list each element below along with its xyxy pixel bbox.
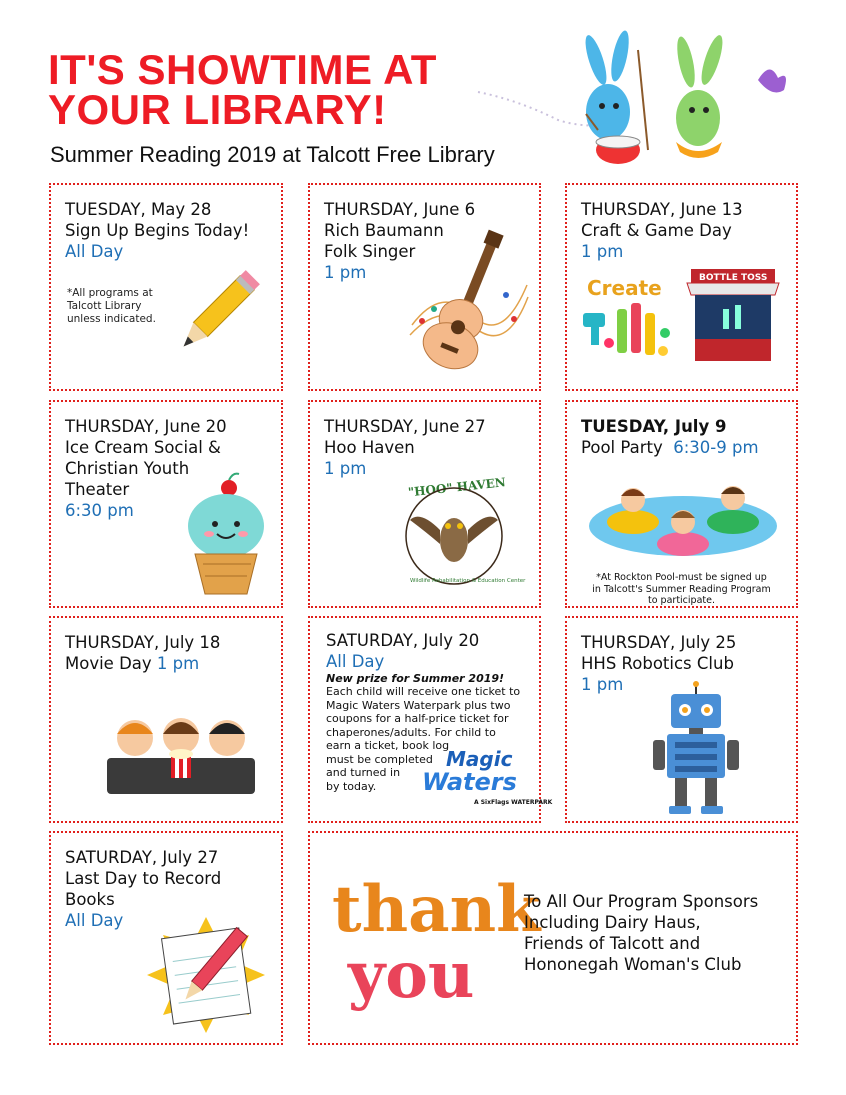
event-card-july-18: [49, 616, 283, 823]
you-text: you: [348, 938, 475, 1013]
event-card-july-20: [308, 616, 553, 823]
bunnies-drum-illustration: [478, 30, 818, 182]
event-time: 1 pm: [581, 675, 624, 694]
event-time: 1 pm: [324, 263, 367, 282]
pencil-icon: [159, 271, 259, 371]
event-day: THURSDAY, June 20: [65, 417, 227, 436]
event-time: All Day: [65, 242, 124, 261]
event-note: *All programs at Talcott Library unless indicated.: [67, 287, 156, 325]
event-time: 1 pm: [156, 654, 200, 673]
event-card-june-20: [49, 400, 283, 608]
notepad-pencil-icon: [141, 913, 271, 1037]
event-day: TUESDAY, July 9: [581, 417, 727, 436]
event-title: Hoo Haven: [324, 438, 415, 457]
logo-sixflags: A SixFlags WATERPARK: [474, 799, 553, 806]
magic-waters-logo: [418, 740, 553, 820]
thank-you-graphic: [326, 857, 541, 1017]
booth-label: BOTTLE TOSS: [699, 273, 768, 283]
event-subtitle: Christian Youth: [65, 459, 190, 478]
event-day: THURSDAY, July 18: [65, 633, 221, 652]
event-time: 1 pm: [324, 459, 367, 478]
craft-supplies-icon: [577, 273, 677, 363]
event-time: All Day: [65, 911, 124, 930]
event-card-july-27: [49, 831, 283, 1045]
event-card-may-28: [49, 183, 283, 391]
event-title: Craft & Game Day: [581, 221, 732, 240]
carnival-booth-icon: [685, 265, 781, 365]
event-subtitle: Folk Singer: [324, 242, 416, 261]
event-title: Pool Party: [581, 438, 663, 457]
event-card-july-25: [565, 616, 798, 823]
event-day: THURSDAY, June 13: [581, 200, 743, 219]
robot-icon: [651, 680, 741, 816]
event-time: 6:30 pm: [65, 501, 134, 520]
sponsor-text: To All Our Program Sponsors Including Dairy Haus, Friends of Talcott and Hononegah Woman's Club: [524, 892, 759, 974]
event-day: TUESDAY, May 28: [65, 200, 212, 219]
event-day: THURSDAY, July 25: [581, 633, 737, 652]
create-label: Create: [587, 276, 662, 300]
logo-top-text: "HOO" HAVEN: [407, 475, 507, 500]
event-time: 1 pm: [581, 242, 624, 261]
event-title: Sign Up Begins Today!: [65, 221, 250, 240]
event-title: HHS Robotics Club: [581, 654, 734, 673]
event-day: SATURDAY, July 20: [326, 631, 480, 650]
guitar-icon: [402, 225, 532, 375]
logo-ring-text: Wildlife Rehabilitation & Education Center: [410, 578, 526, 584]
ice-cream-cone-icon: [181, 468, 271, 598]
event-time: All Day: [326, 652, 385, 671]
event-subtitle-2: Theater: [65, 480, 130, 499]
event-note: *At Rockton Pool-must be signed up in Talcott's Summer Reading Program to participate.: [592, 572, 771, 606]
event-card-june-6: [308, 183, 541, 391]
event-subtitle: Books: [65, 890, 115, 909]
movie-kids-illustration: [101, 698, 261, 798]
event-day: THURSDAY, June 6: [324, 200, 476, 219]
page-title: IT'S SHOWTIME AT YOUR LIBRARY!: [48, 46, 437, 133]
event-title: Last Day to Record: [65, 869, 222, 888]
event-time: 6:30-9 pm: [673, 438, 759, 457]
sponsors-thank-you-card: [308, 831, 798, 1045]
logo-magic: Magic: [446, 747, 513, 771]
event-day: THURSDAY, June 27: [324, 417, 486, 436]
event-title: Rich Baumann: [324, 221, 444, 240]
prize-heading: New prize for Summer 2019!: [326, 672, 505, 685]
event-card-june-13: [565, 183, 798, 391]
event-day: SATURDAY, July 27: [65, 848, 219, 867]
prize-description: Each child will receive one ticket to Magic Waters Waterpark plus two coupons for a half-price ticket for chaperones/adults. For child to earn a ticket, book log must be completed and turned in by today.: [326, 685, 521, 793]
event-title: Movie Day: [65, 654, 152, 673]
event-title: Ice Cream Social &: [65, 438, 221, 457]
logo-waters: Waters: [422, 768, 517, 796]
event-card-june-27: [308, 400, 541, 608]
page-subtitle: Summer Reading 2019 at Talcott Free Library: [50, 142, 495, 167]
event-card-july-9: [565, 400, 798, 608]
hoo-haven-logo: [390, 470, 526, 590]
thank-text: thank: [332, 872, 541, 947]
pool-party-illustration: [583, 470, 779, 564]
